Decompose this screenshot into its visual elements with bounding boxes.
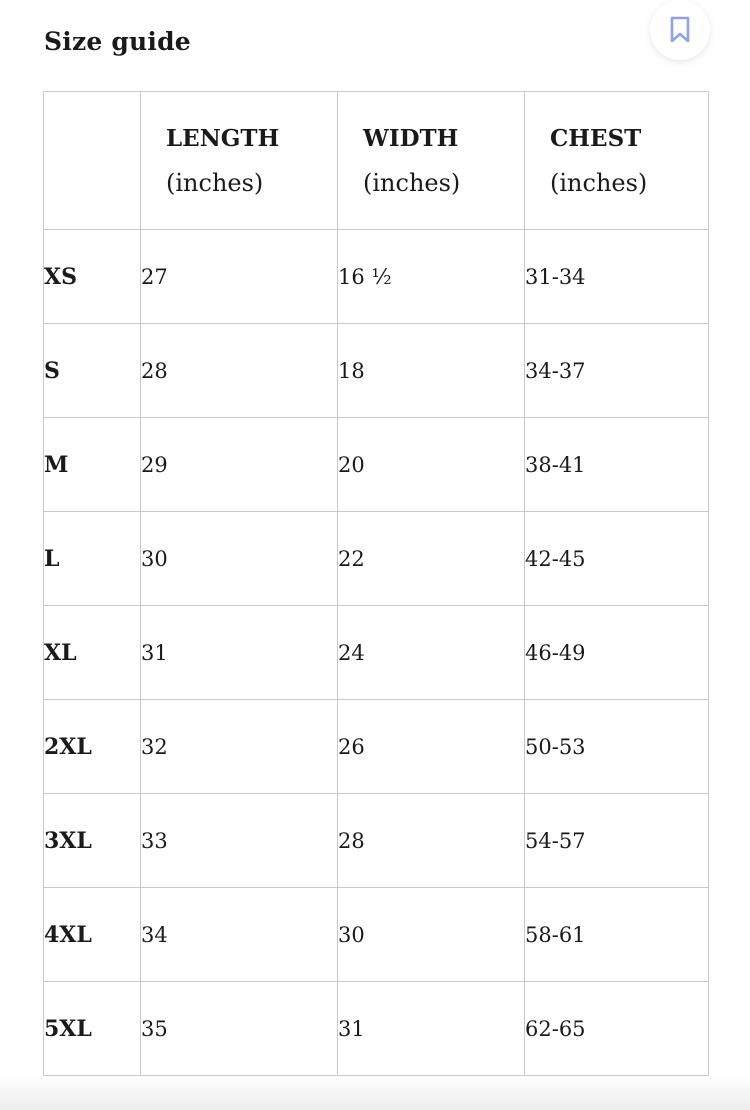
chest-cell: 34-37 (525, 324, 709, 418)
length-cell: 35 (141, 982, 338, 1076)
header-size (44, 92, 141, 230)
width-cell: 20 (338, 418, 525, 512)
width-cell: 16 ½ (338, 230, 525, 324)
header-unit: (inches) (166, 168, 264, 197)
table-row (44, 982, 709, 1076)
header-length (141, 92, 338, 230)
chest-cell: 38-41 (525, 418, 709, 512)
size-cell: XL (44, 606, 141, 700)
size-cell: M (44, 418, 141, 512)
table-row (44, 324, 709, 418)
length-cell: 28 (141, 324, 338, 418)
chest-cell: 31-34 (525, 230, 709, 324)
table-row (44, 606, 709, 700)
header-label: LENGTH (166, 124, 280, 152)
length-cell: 33 (141, 794, 338, 888)
header-width (338, 92, 525, 230)
width-cell: 18 (338, 324, 525, 418)
length-cell: 34 (141, 888, 338, 982)
bookmark-button[interactable] (650, 0, 710, 60)
length-cell: 32 (141, 700, 338, 794)
bookmark-icon (669, 16, 691, 44)
length-cell: 29 (141, 418, 338, 512)
length-cell: 27 (141, 230, 338, 324)
width-cell: 22 (338, 512, 525, 606)
width-cell: 24 (338, 606, 525, 700)
table-row (44, 230, 709, 324)
width-cell: 28 (338, 794, 525, 888)
header-label: WIDTH (363, 124, 459, 152)
table-header-row (44, 92, 709, 230)
size-cell: 2XL (44, 700, 141, 794)
length-cell: 30 (141, 512, 338, 606)
size-cell: XS (44, 230, 141, 324)
size-cell: L (44, 512, 141, 606)
width-cell: 26 (338, 700, 525, 794)
header-label: CHEST (550, 124, 642, 152)
header-chest (525, 92, 709, 230)
size-cell: S (44, 324, 141, 418)
table-row (44, 794, 709, 888)
header-unit: (inches) (363, 168, 461, 197)
table-row (44, 888, 709, 982)
chest-cell: 58-61 (525, 888, 709, 982)
table-row (44, 700, 709, 794)
bottom-fade (0, 1074, 750, 1110)
chest-cell: 46-49 (525, 606, 709, 700)
length-cell: 31 (141, 606, 338, 700)
size-cell: 3XL (44, 794, 141, 888)
chest-cell: 42-45 (525, 512, 709, 606)
table-row (44, 512, 709, 606)
width-cell: 31 (338, 982, 525, 1076)
width-cell: 30 (338, 888, 525, 982)
page-title: Size guide (44, 27, 191, 56)
header-unit: (inches) (550, 168, 648, 197)
size-cell: 5XL (44, 982, 141, 1076)
chest-cell: 50-53 (525, 700, 709, 794)
size-cell: 4XL (44, 888, 141, 982)
chest-cell: 54-57 (525, 794, 709, 888)
size-guide-table (43, 91, 709, 1076)
chest-cell: 62-65 (525, 982, 709, 1076)
table-row (44, 418, 709, 512)
